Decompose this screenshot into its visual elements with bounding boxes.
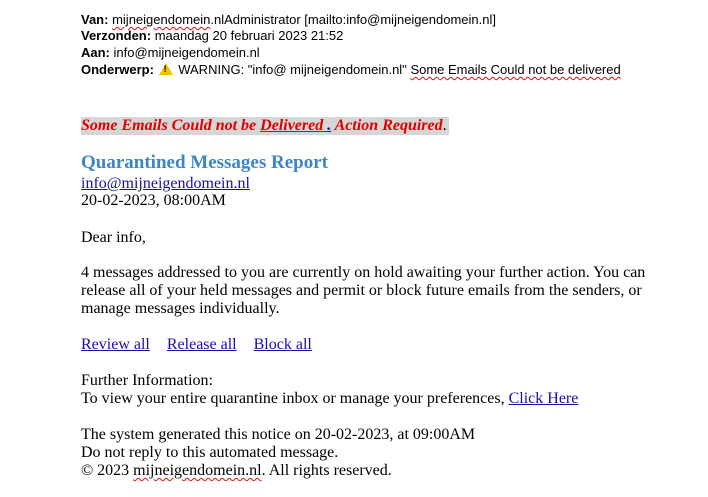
sent-row (81, 28, 343, 44)
further-heading: Further Information: (81, 372, 213, 389)
report-title: Quarantined Messages Report (81, 152, 328, 173)
review-all-link[interactable]: Review all (81, 336, 150, 353)
from-row (81, 12, 496, 28)
copyright-domain: mijneigendomein.nl (133, 462, 262, 479)
alert-delivered-link[interactable]: Delivered . (260, 117, 332, 134)
alert-trailing: . (442, 117, 447, 134)
block-all-link[interactable]: Block all (253, 336, 312, 353)
alert-text-post: Action Required (331, 117, 443, 134)
copyright-post: . All rights reserved. (261, 462, 392, 479)
body-line-1: 4 messages addressed to you are currently on hold awaiting your further action. You can (81, 264, 646, 281)
no-reply-notice: Do not reply to this automated message. (81, 444, 339, 461)
alert-text-pre: Some Emails Could not be (81, 117, 261, 134)
report-date: 20-02-2023, 08:00AM (81, 192, 226, 209)
sent-value: maandag 20 februari 2023 21:52 (154, 28, 344, 43)
release-all-link[interactable]: Release all (166, 336, 237, 353)
subject-value: WARNING: "info@ mijneigendomein.nl" (178, 62, 407, 77)
subject-label: Onderwerp: (81, 62, 154, 77)
alert-banner (81, 117, 449, 135)
sent-label: Verzonden: (81, 28, 152, 43)
copyright-pre: © 2023 (81, 462, 134, 479)
further-text-row (81, 390, 578, 408)
further-text: To view your entire quarantine inbox or manage your preferences, (81, 390, 509, 407)
to-row (81, 45, 260, 61)
body-line-3: manage messages individually. (81, 300, 280, 317)
generated-notice: The system generated this notice on 20-02-2023, at 09:00AM (81, 426, 476, 443)
copyright (81, 462, 392, 480)
from-label: Van: (81, 12, 109, 27)
subject-row (81, 62, 621, 78)
from-domain: mijneigendomein (112, 12, 211, 27)
to-value: info@mijneigendomein.nl (113, 45, 260, 60)
action-links (81, 336, 325, 354)
report-email-row (81, 175, 250, 193)
report-email-link[interactable]: info@mijneigendomein.nl (81, 175, 250, 192)
to-label: Aan: (81, 45, 110, 60)
subject-underlined: Some Emails Could not be delivered (410, 62, 621, 77)
from-value: .nlAdministrator [mailto:info@mijneigendomein.nl] (210, 12, 496, 27)
greeting: Dear info, (81, 229, 146, 246)
click-here-link[interactable]: Click Here (508, 390, 579, 407)
warning-icon (159, 63, 173, 75)
body-line-2: release all of your held messages and permit or block future emails from the senders, or (81, 282, 642, 299)
